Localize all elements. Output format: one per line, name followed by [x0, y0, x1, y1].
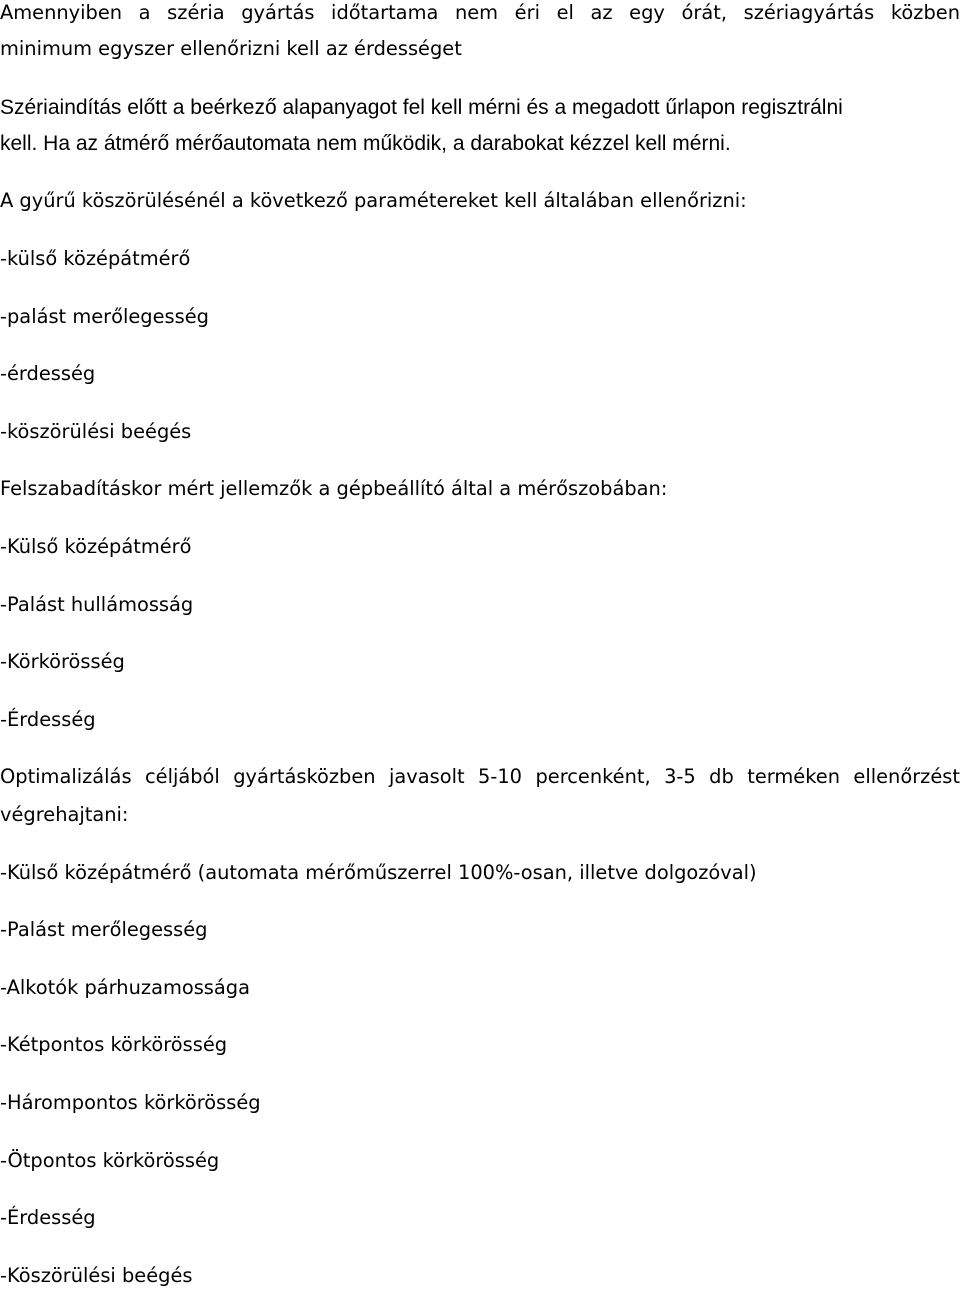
list-item: -Hárompontos körkörösség — [0, 1091, 261, 1114]
paragraph-line: kell. Ha az átmérő mérőautomata nem működik, a darabokat kézzel kell mérni. — [0, 132, 731, 155]
paragraph-line: minimum egyszer ellenőrizni kell az érdességet — [0, 37, 462, 60]
list-item: -Kétpontos körkörösség — [0, 1033, 228, 1056]
list-item: -Körkörösség — [0, 650, 125, 673]
list-item: -Külső középátmérő — [0, 535, 192, 558]
paragraph-line: Optimalizálás céljából gyártásközben javasolt 5-10 percenként, 3-5 db terméken ellenőrzést — [0, 765, 960, 788]
paragraph-line: A gyűrű köszörülésénél a következő paramétereket kell általában ellenőrizni: — [0, 189, 747, 212]
paragraph-line: Szériaindítás előtt a beérkező alapanyagot fel kell mérni és a megadott űrlapon regisztrálni — [0, 96, 843, 119]
list-item: -külső középátmérő — [0, 247, 191, 270]
list-item: -Alkotók párhuzamossága — [0, 976, 250, 999]
paragraph-line: Amennyiben a széria gyártás időtartama nem éri el az egy órát, szériagyártás közben — [0, 1, 960, 24]
paragraph-line: Felszabadításkor mért jellemzők a gépbeállító által a mérőszobában: — [0, 477, 668, 500]
list-item: -palást merőlegesség — [0, 305, 209, 328]
list-item: -Érdesség — [0, 708, 96, 731]
list-item: -köszörülési beégés — [0, 420, 192, 443]
list-item: -érdesség — [0, 362, 96, 385]
list-item: -Érdesség — [0, 1206, 96, 1229]
list-item: -Palást merőlegesség — [0, 918, 208, 941]
list-item: -Köszörülési beégés — [0, 1264, 193, 1287]
list-item: -Külső középátmérő (automata mérőműszerrel 100%-osan, illetve dolgozóval) — [0, 861, 757, 884]
paragraph-line: végrehajtani: — [0, 803, 129, 826]
list-item: -Ötpontos körkörösség — [0, 1149, 220, 1172]
list-item: -Palást hullámosság — [0, 593, 194, 616]
